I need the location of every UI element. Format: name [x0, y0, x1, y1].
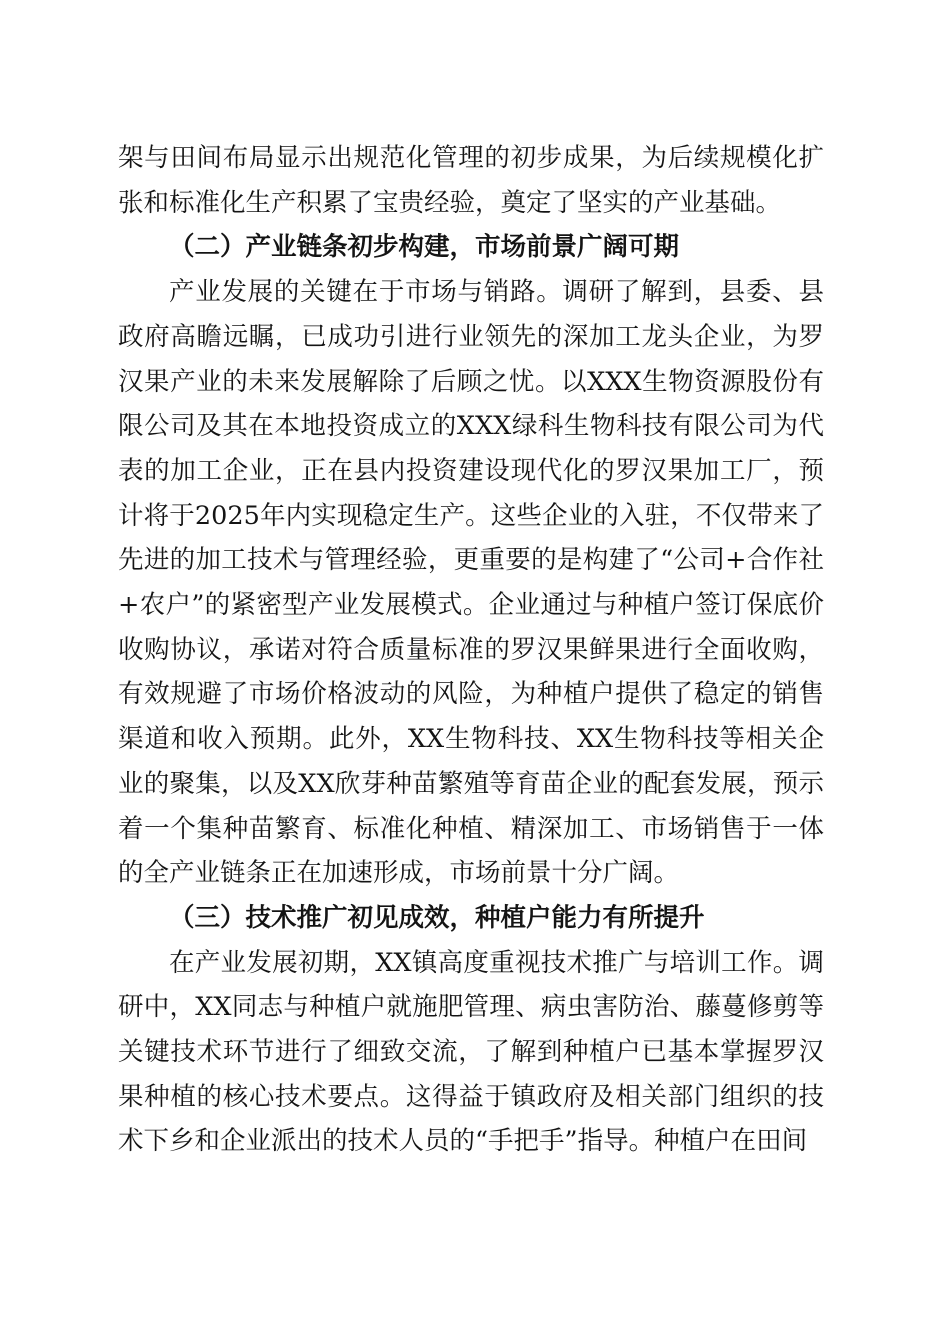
body-paragraph-technology: 在产业发展初期，XX镇高度重视技术推广与培训工作。调研中，XX同志与种植户就施肥管理、病虫害防治、藤蔓修剪等关键技术环节进行了细致交流，了解到种植户已基本掌握罗汉果种植的核心技术要点。这得益于镇政府及相关部门组织的技术下乡和企业派出的技术人员的“手把手”指导。种植户在田间: [118, 947, 824, 1157]
continuation-paragraph: 架与田间布局显示出规范化管理的初步成果，为后续规模化扩张和标准化生产积累了宝贵经验，奠定了坚实的产业基础。: [118, 143, 824, 218]
document-body: [118, 136, 824, 1164]
section-heading-2: （二）产业链条初步构建，市场前景广阔可期: [169, 232, 680, 263]
section-heading-3: （三）技术推广初见成效，种植户能力有所提升: [169, 902, 705, 933]
body-paragraph-industry-chain: 产业发展的关键在于市场与销路。调研了解到，县委、县政府高瞻远瞩，已成功引进行业领先的深加工龙头企业，为罗汉果产业的未来发展解除了后顾之忧。以XXX生物资源股份有限公司及其在本地投资成立的XXX绿科生物科技有限公司为代表的加工企业，正在县内投资建设现代化的罗汉果加工厂，预计将于2025年内实现稳定生产。这些企业的入驻，不仅带来了先进的加工技术与管理经验，更重要的是构建了“公司+合作社+农户”的紧密型产业发展模式。企业通过与种植户签订保底价收购协议，承诺对符合质量标准的罗汉果鲜果进行全面收购，有效规避了市场价格波动的风险，为种植户提供了稳定的销售渠道和收入预期。此外，XX生物科技、XX生物科技等相关企业的聚集，以及XX欣芽种苗繁殖等育苗企业的配套发展，预示着一个集种苗繁育、标准化种植、精深加工、市场销售于一体的全产业链条正在加速形成，市场前景十分广阔。: [118, 277, 824, 889]
